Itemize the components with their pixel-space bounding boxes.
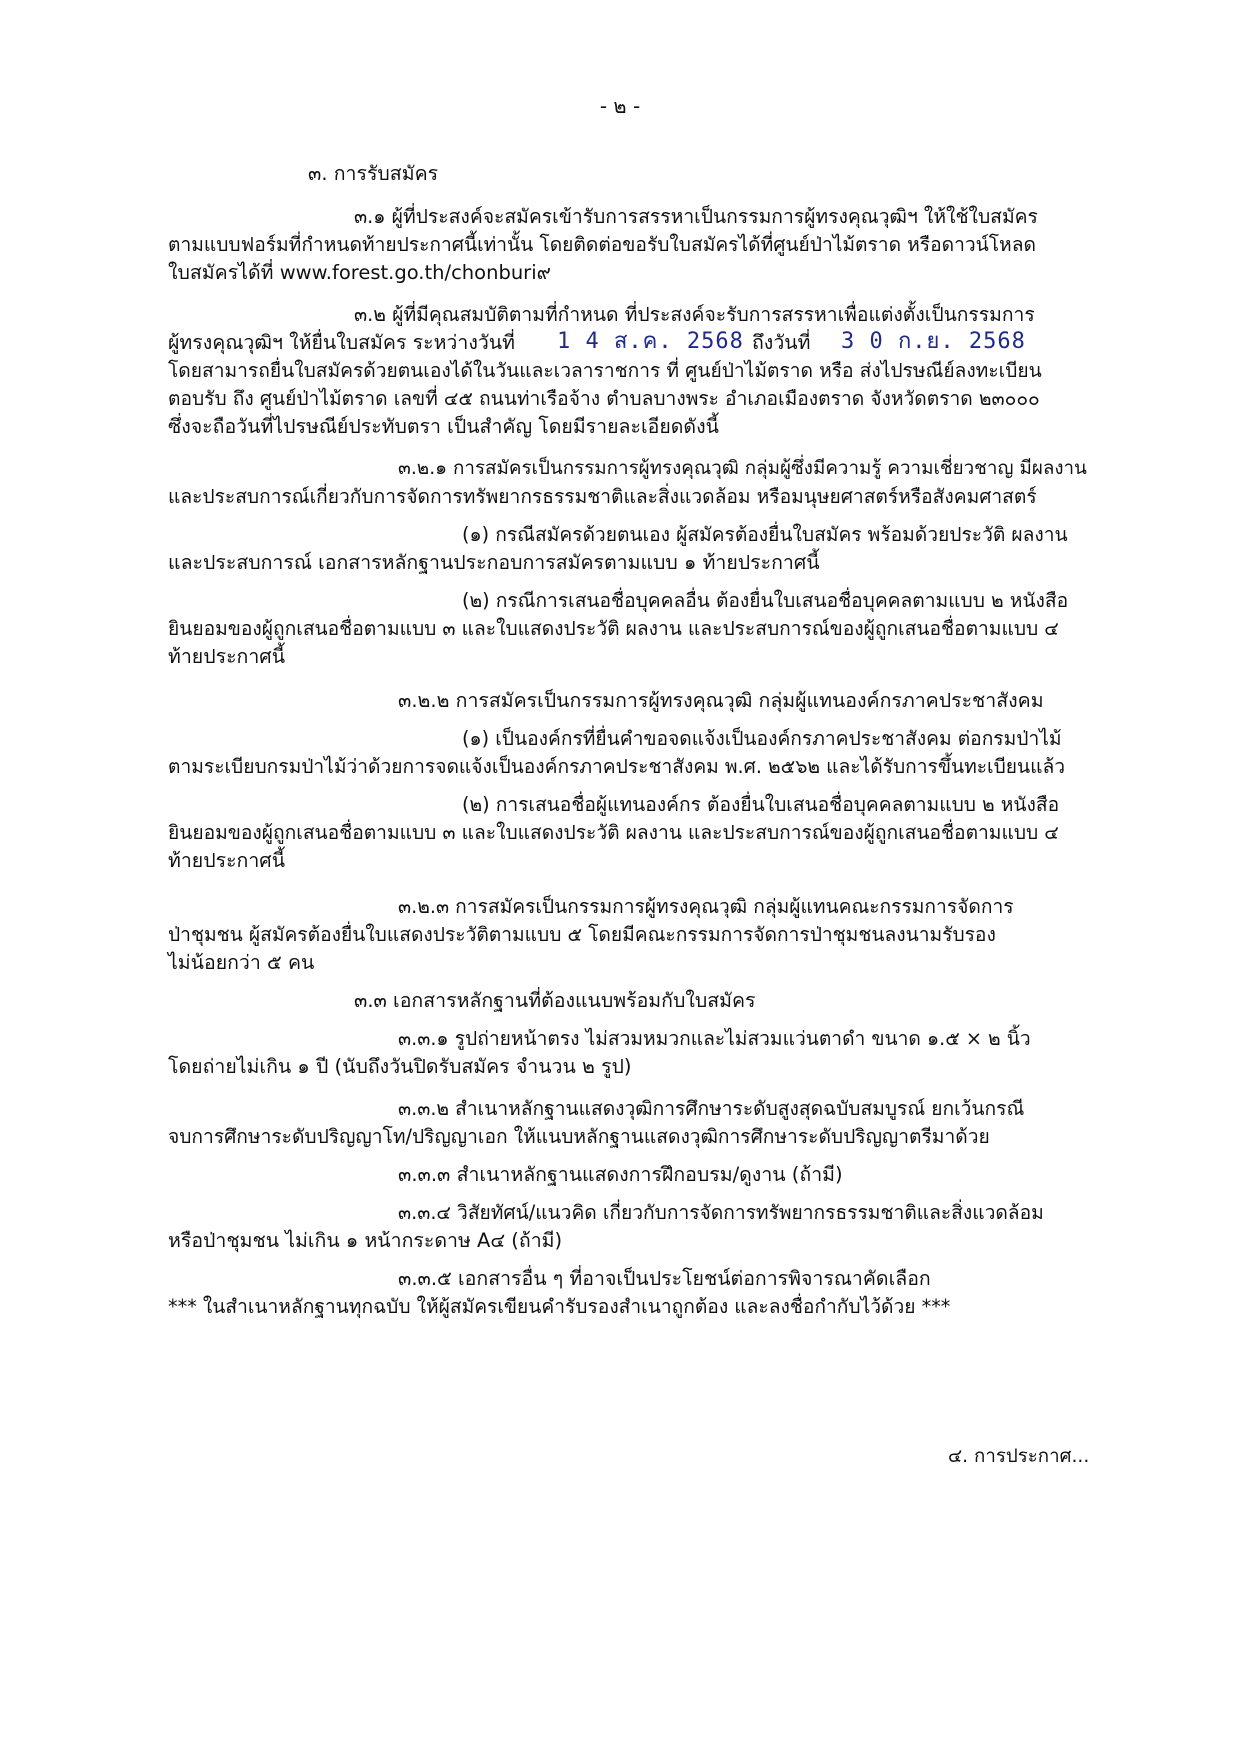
para-3-2-2-line1: ๓.๒.๒ การสมัครเป็นกรรมการผู้ทรงคุณวุฒิ กลุ่มผู้แทนองค์กรภาคประชาสังคม (398, 689, 1044, 712)
para-3-3-1-line2: โดยถ่ายไม่เกิน ๑ ปี (นับถึงวันปิดรับสมัคร จำนวน ๒ รูป) (168, 1055, 632, 1078)
para-3-2-3-line2: ป่าชุมชน ผู้สมัครต้องยื่นใบแสดงประวัติตามแบบ ๕ โดยมีคณะกรรมการจัดการป่าชุมชนลงนามรับรอง (168, 923, 996, 946)
para-3-3-2-line2: จบการศึกษาระดับปริญญาโท/ปริญญาเอก ให้แนบหลักฐานแสดงวุฒิการศึกษาระดับปริญญาตรีมาด้วย (168, 1125, 990, 1148)
para-3-3-4-line2: หรือป่าชุมชน ไม่เกิน ๑ หน้ากระดาษ A๔ (ถ้ามี) (168, 1229, 563, 1252)
section-3-heading: ๓. การรับสมัคร (308, 162, 439, 185)
para-3-2-line3: โดยสามารถยื่นใบสมัครด้วยตนเองได้ในวันและเวลาราชการ ที่ ศูนย์ป่าไม้ตราด หรือ ส่งไปรษณีย์ลงทะเบียน (168, 359, 1042, 382)
page-number: - ๒ - (599, 94, 641, 118)
para-3-3-3: ๓.๓.๓ สำเนาหลักฐานแสดงการฝึกอบรม/ดูงาน (ถ้ามี) (398, 1163, 843, 1186)
para-3-2-line4: ตอบรับ ถึง ศูนย์ป่าไม้ตราด เลขที่ ๔๕ ถนนท่าเรือจ้าง ตำบลบางพระ อำเภอเมืองตราด จังหวัดตราด ๒๓๐๐๐ (168, 387, 1040, 410)
para-3-2-2-item1-line2: ตามระเบียบกรมป่าไม้ว่าด้วยการจดแจ้งเป็นองค์กรภาคประชาสังคม พ.ศ. ๒๕๖๒ และได้รับการขึ้นทะเบียนแล้ว (168, 755, 1066, 778)
certification-note: *** ในสำเนาหลักฐานทุกฉบับ ให้ผู้สมัครเขียนคำรับรองสำเนาถูกต้อง และลงชื่อกำกับไว้ด้วย *** (168, 1295, 951, 1318)
para-3-2-1-line2: และประสบการณ์เกี่ยวกับการจัดการทรัพยากรธรรมชาติและสิ่งแวดล้อม หรือมนุษยศาสตร์หรือสังคมศาสตร์ (168, 485, 1037, 508)
para-3-2-2-item1-line1: (๑) เป็นองค์กรที่ยื่นคำขอจดแจ้งเป็นองค์กรภาคประชาสังคม ต่อกรมป่าไม้ (462, 727, 1062, 750)
para-3-1-line2: ตามแบบฟอร์มที่กำหนดท้ายประกาศนี้เท่านั้น โดยติดต่อขอรับใบสมัครได้ที่ศูนย์ป่าไม้ตราด หรือดาวน์โหลด (168, 233, 1036, 256)
end-date-stamp: 3 0 ก.ย. 2568 (841, 329, 1026, 354)
para-3-2-3-line1: ๓.๒.๓ การสมัครเป็นกรรมการผู้ทรงคุณวุฒิ กลุ่มผู้แทนคณะกรรมการจัดการ (398, 895, 1014, 918)
para-3-3-5: ๓.๓.๕ เอกสารอื่น ๆ ที่อาจเป็นประโยชน์ต่อการพิจารณาคัดเลือก (398, 1267, 931, 1290)
para-3-2-1-item1-line1: (๑) กรณีสมัครด้วยตนเอง ผู้สมัครต้องยื่นใบสมัคร พร้อมด้วยประวัติ ผลงาน (462, 523, 1068, 546)
para-3-2-2-item2-line3: ท้ายประกาศนี้ (168, 849, 286, 872)
para-3-3-4-line1: ๓.๓.๔ วิสัยทัศน์/แนวคิด เกี่ยวกับการจัดการทรัพยากรธรรมชาติและสิ่งแวดล้อม (398, 1201, 1044, 1224)
para-3-2-1-item1-line2: และประสบการณ์ เอกสารหลักฐานประกอบการสมัครตามแบบ ๑ ท้ายประกาศนี้ (168, 551, 820, 574)
para-3-3-1-line1: ๓.๓.๑ รูปถ่ายหน้าตรง ไม่สวมหมวกและไม่สวมแว่นตาดำ ขนาด ๑.๕ × ๒ นิ้ว (398, 1027, 1031, 1050)
para-3-1-line3: ใบสมัครได้ที่ www.forest.go.th/chonburi๙ (168, 261, 551, 284)
para-3-2-2-item2-line2: ยินยอมของผู้ถูกเสนอชื่อตามแบบ ๓ และใบแสดงประวัติ ผลงาน และประสบการณ์ของผู้ถูกเสนอชื่อตามแบบ ๔ (168, 821, 1059, 844)
para-3-2-line1: ๓.๒ ผู้ที่มีคุณสมบัติตามที่กำหนด ที่ประสงค์จะรับการสรรหาเพื่อแต่งตั้งเป็นกรรมการ (354, 303, 1035, 326)
para-3-2-2-item2-line1: (๒) การเสนอชื่อผู้แทนองค์กร ต้องยื่นใบเสนอชื่อบุคคลตามแบบ ๒ หนังสือ (462, 793, 1060, 816)
continuation-footer: ๔. การประกาศ... (948, 1446, 1090, 1467)
para-3-1-line1: ๓.๑ ผู้ที่ประสงค์จะสมัครเข้ารับการสรรหาเป็นกรรมการผู้ทรงคุณวุฒิฯ ให้ใช้ใบสมัคร (354, 205, 1038, 228)
para-3-2-1-item2-line2: ยินยอมของผู้ถูกเสนอชื่อตามแบบ ๓ และใบแสดงประวัติ ผลงาน และประสบการณ์ของผู้ถูกเสนอชื่อตามแบบ ๔ (168, 617, 1059, 640)
para-3-2-line2: ผู้ทรงคุณวุฒิฯ ให้ยื่นใบสมัคร ระหว่างวันที่ (168, 331, 515, 354)
start-date-stamp: 1 4 ส.ค. 2568 (557, 329, 744, 354)
para-3-2-line5: ซึ่งจะถือวันที่ไปรษณีย์ประทับตรา เป็นสำคัญ โดยมีรายละเอียดดังนี้ (168, 415, 719, 438)
para-3-3-2-line1: ๓.๓.๒ สำเนาหลักฐานแสดงวุฒิการศึกษาระดับสูงสุดฉบับสมบูรณ์ ยกเว้นกรณี (398, 1097, 1025, 1120)
para-3-2-1-item2-line1: (๒) กรณีการเสนอชื่อบุคคลอื่น ต้องยื่นใบเสนอชื่อบุคคลตามแบบ ๒ หนังสือ (462, 589, 1069, 612)
para-3-3-heading: ๓.๓ เอกสารหลักฐานที่ต้องแนบพร้อมกับใบสมัคร (354, 989, 756, 1012)
para-3-2-3-line3: ไม่น้อยกว่า ๕ คน (168, 951, 315, 974)
para-3-2-until-label: ถึงวันที่ (752, 331, 811, 354)
para-3-2-1-item2-line3: ท้ายประกาศนี้ (168, 645, 286, 668)
para-3-2-1-line1: ๓.๒.๑ การสมัครเป็นกรรมการผู้ทรงคุณวุฒิ กลุ่มผู้ซึ่งมีความรู้ ความเชี่ยวชาญ มีผลงาน (398, 458, 1087, 479)
